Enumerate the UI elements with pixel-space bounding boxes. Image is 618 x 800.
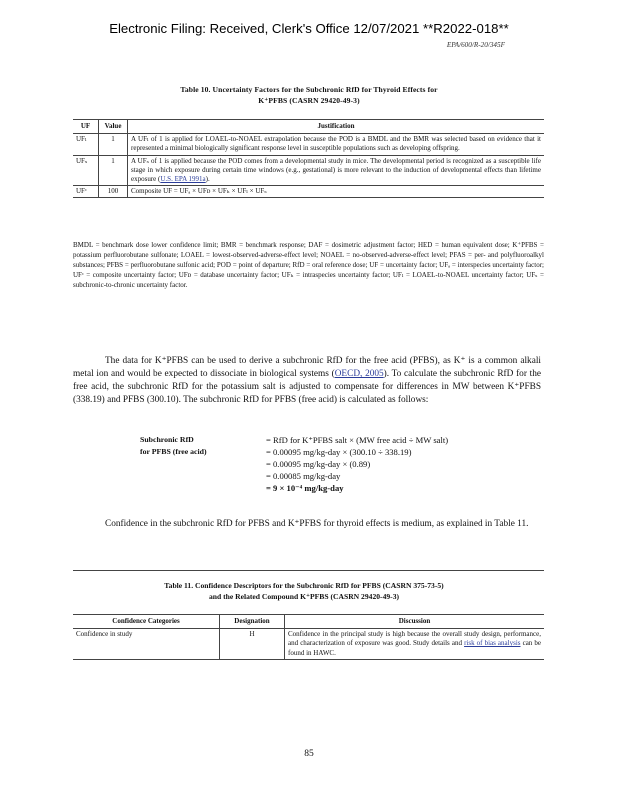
filing-header: Electronic Filing: Received, Clerk's Office 12/07/2021 **R2022-018**	[109, 21, 509, 36]
table-header-row	[73, 615, 544, 629]
table11-caption	[84, 580, 524, 602]
paragraph-tail: ). To calculate the subchronic RfD for the free acid, the subchronic RfD for the potassium salt is adjusted to compensate for differences in MW between K⁺PFBS (338.19) and PFBS (300.10). The subchronic RfD for PFBS (free acid) is calculated as follows:	[73, 369, 541, 405]
table-row	[73, 134, 544, 155]
discussion-cell	[285, 629, 545, 660]
justification-cell: A UFₗ of 1 is applied for LOAEL-to-NOAEL extrapolation because the POD is a BMDL and the BMR was selected based on evidence that it represented a minimal biologically significant response level in susceptible populations such as developing offspring.	[128, 134, 545, 155]
risk-of-bias-link[interactable]: risk of bias analysis	[464, 639, 521, 648]
document-id: EPA/600/R-20/345F	[446, 41, 505, 49]
justification-tail: ).	[205, 175, 210, 184]
col-header-categories: Confidence Categories	[73, 615, 220, 629]
table11-caption-line2: and the Related Compound K⁺PFBS (CASRN 29420-49-3)	[208, 592, 400, 601]
reference-link[interactable]: U.S. EPA 1991a	[160, 175, 206, 184]
table10-caption-line1: Table 10. Uncertainty Factors for the Subchronic RfD for Thyroid Effects for	[180, 85, 438, 94]
col-header-designation: Designation	[220, 615, 285, 629]
table10-caption	[104, 84, 514, 106]
calc-step: = RfD for K⁺PFBS salt × (MW free acid ÷ MW salt)	[266, 435, 449, 445]
reference-link[interactable]: OECD, 2005	[334, 369, 384, 379]
value-cell: 100	[99, 186, 128, 198]
uncertainty-factors-table	[73, 119, 544, 198]
calc-label-line2: for PFBS (free acid)	[140, 447, 207, 456]
discussion-tail: can be found in HAWC.	[288, 639, 542, 657]
uf-cell: UFₛ	[73, 155, 99, 186]
uf-cell: UFᶜ	[73, 186, 99, 198]
col-header-discussion: Discussion	[285, 615, 545, 629]
discussion-text: Confidence in the principal study is high because the overall study design, performance, and characterization of exposure was good. Study details and	[288, 630, 541, 648]
col-header-value: Value	[99, 120, 128, 134]
table-header-row	[73, 120, 544, 134]
calc-step: = 0.00085 mg/kg-day	[266, 471, 341, 481]
uf-cell: UFₗ	[73, 134, 99, 155]
table10-caption-line2: K⁺PFBS (CASRN 29420-49-3)	[258, 96, 360, 105]
calc-result: = 9 × 10⁻⁴ mg/kg-day	[266, 483, 344, 493]
confidence-descriptors-table	[73, 614, 544, 660]
justification-cell: A UFₛ of 1 is applied because the POD comes from a developmental study in mice. The developmental period is recognized as a susceptible life stage in which exposure during certain time windows (e.g., gestational) is more relevant to the induction of developmental effects than lifetime exposure (U.S. EPA 1991a).	[128, 155, 545, 186]
paragraph-text: The data for K⁺PFBS can be used to derive a subchronic RfD for the free acid (PFBS), as K⁺ is a common alkali metal ion and would be expected to dissociate in biological systems (	[73, 356, 541, 379]
value-cell: 1	[99, 134, 128, 155]
body-paragraph	[73, 518, 541, 531]
calc-step: = 0.00095 mg/kg-day × (0.89)	[266, 459, 371, 469]
page-number: 85	[304, 749, 314, 759]
table10-footnotes: BMDL = benchmark dose lower confidence limit; BMR = benchmark response; DAF = dosimetric adjustment factor; HED = human equivalent dose; K⁺PFBS = potassium perfluorobutane sulfonate; LOAEL = lowest-observed-adverse-effect level; NOAEL = no-observed-adverse-effect level; PFAS = per- and polyfluoroalkyl substances; PFBS = perfluorobutane sulfonic acid; POD = point of departure; RfD = oral reference dose; UF = uncertainty factor; UFₐ = interspecies uncertainty factor; UFᶜ = composite uncertainty factor; UFᴅ = database uncertainty factor; UFₕ = intraspecies uncertainty factor; UFₗ = LOAEL-to-NOAEL uncertainty factor; UFₛ = subchronic-to-chronic uncertainty factor.	[73, 241, 544, 289]
table-row	[73, 155, 544, 186]
divider	[73, 570, 544, 571]
category-cell: Confidence in study	[73, 629, 220, 660]
calc-step: = 0.00095 mg/kg-day × (300.10 ÷ 338.19)	[266, 447, 412, 457]
table-row	[73, 186, 544, 198]
paragraph-text: Confidence in the subchronic RfD for PFBS and K⁺PFBS for thyroid effects is medium, as explained in Table 11.	[105, 519, 529, 529]
calc-label-line1: Subchronic RfD	[140, 435, 194, 444]
table11-caption-line1: Table 11. Confidence Descriptors for the Subchronic RfD for PFBS (CASRN 375-73-5)	[164, 581, 444, 590]
col-header-uf: UF	[73, 120, 99, 134]
table-row	[73, 629, 544, 660]
body-paragraph	[73, 355, 541, 407]
designation-cell: H	[220, 629, 285, 660]
justification-cell: Composite UF = UFₐ × UFᴅ × UFₕ × UFₗ × UFₛ	[128, 186, 545, 198]
value-cell: 1	[99, 155, 128, 186]
justification-text: A UFₛ of 1 is applied because the POD comes from a developmental study in mice. The developmental period is recognized as a susceptible life stage in which exposure during certain time windows (e.g., gestational) is more relevant to the induction of developmental effects than lifetime exposure	[131, 156, 541, 184]
col-header-justification: Justification	[128, 120, 545, 134]
